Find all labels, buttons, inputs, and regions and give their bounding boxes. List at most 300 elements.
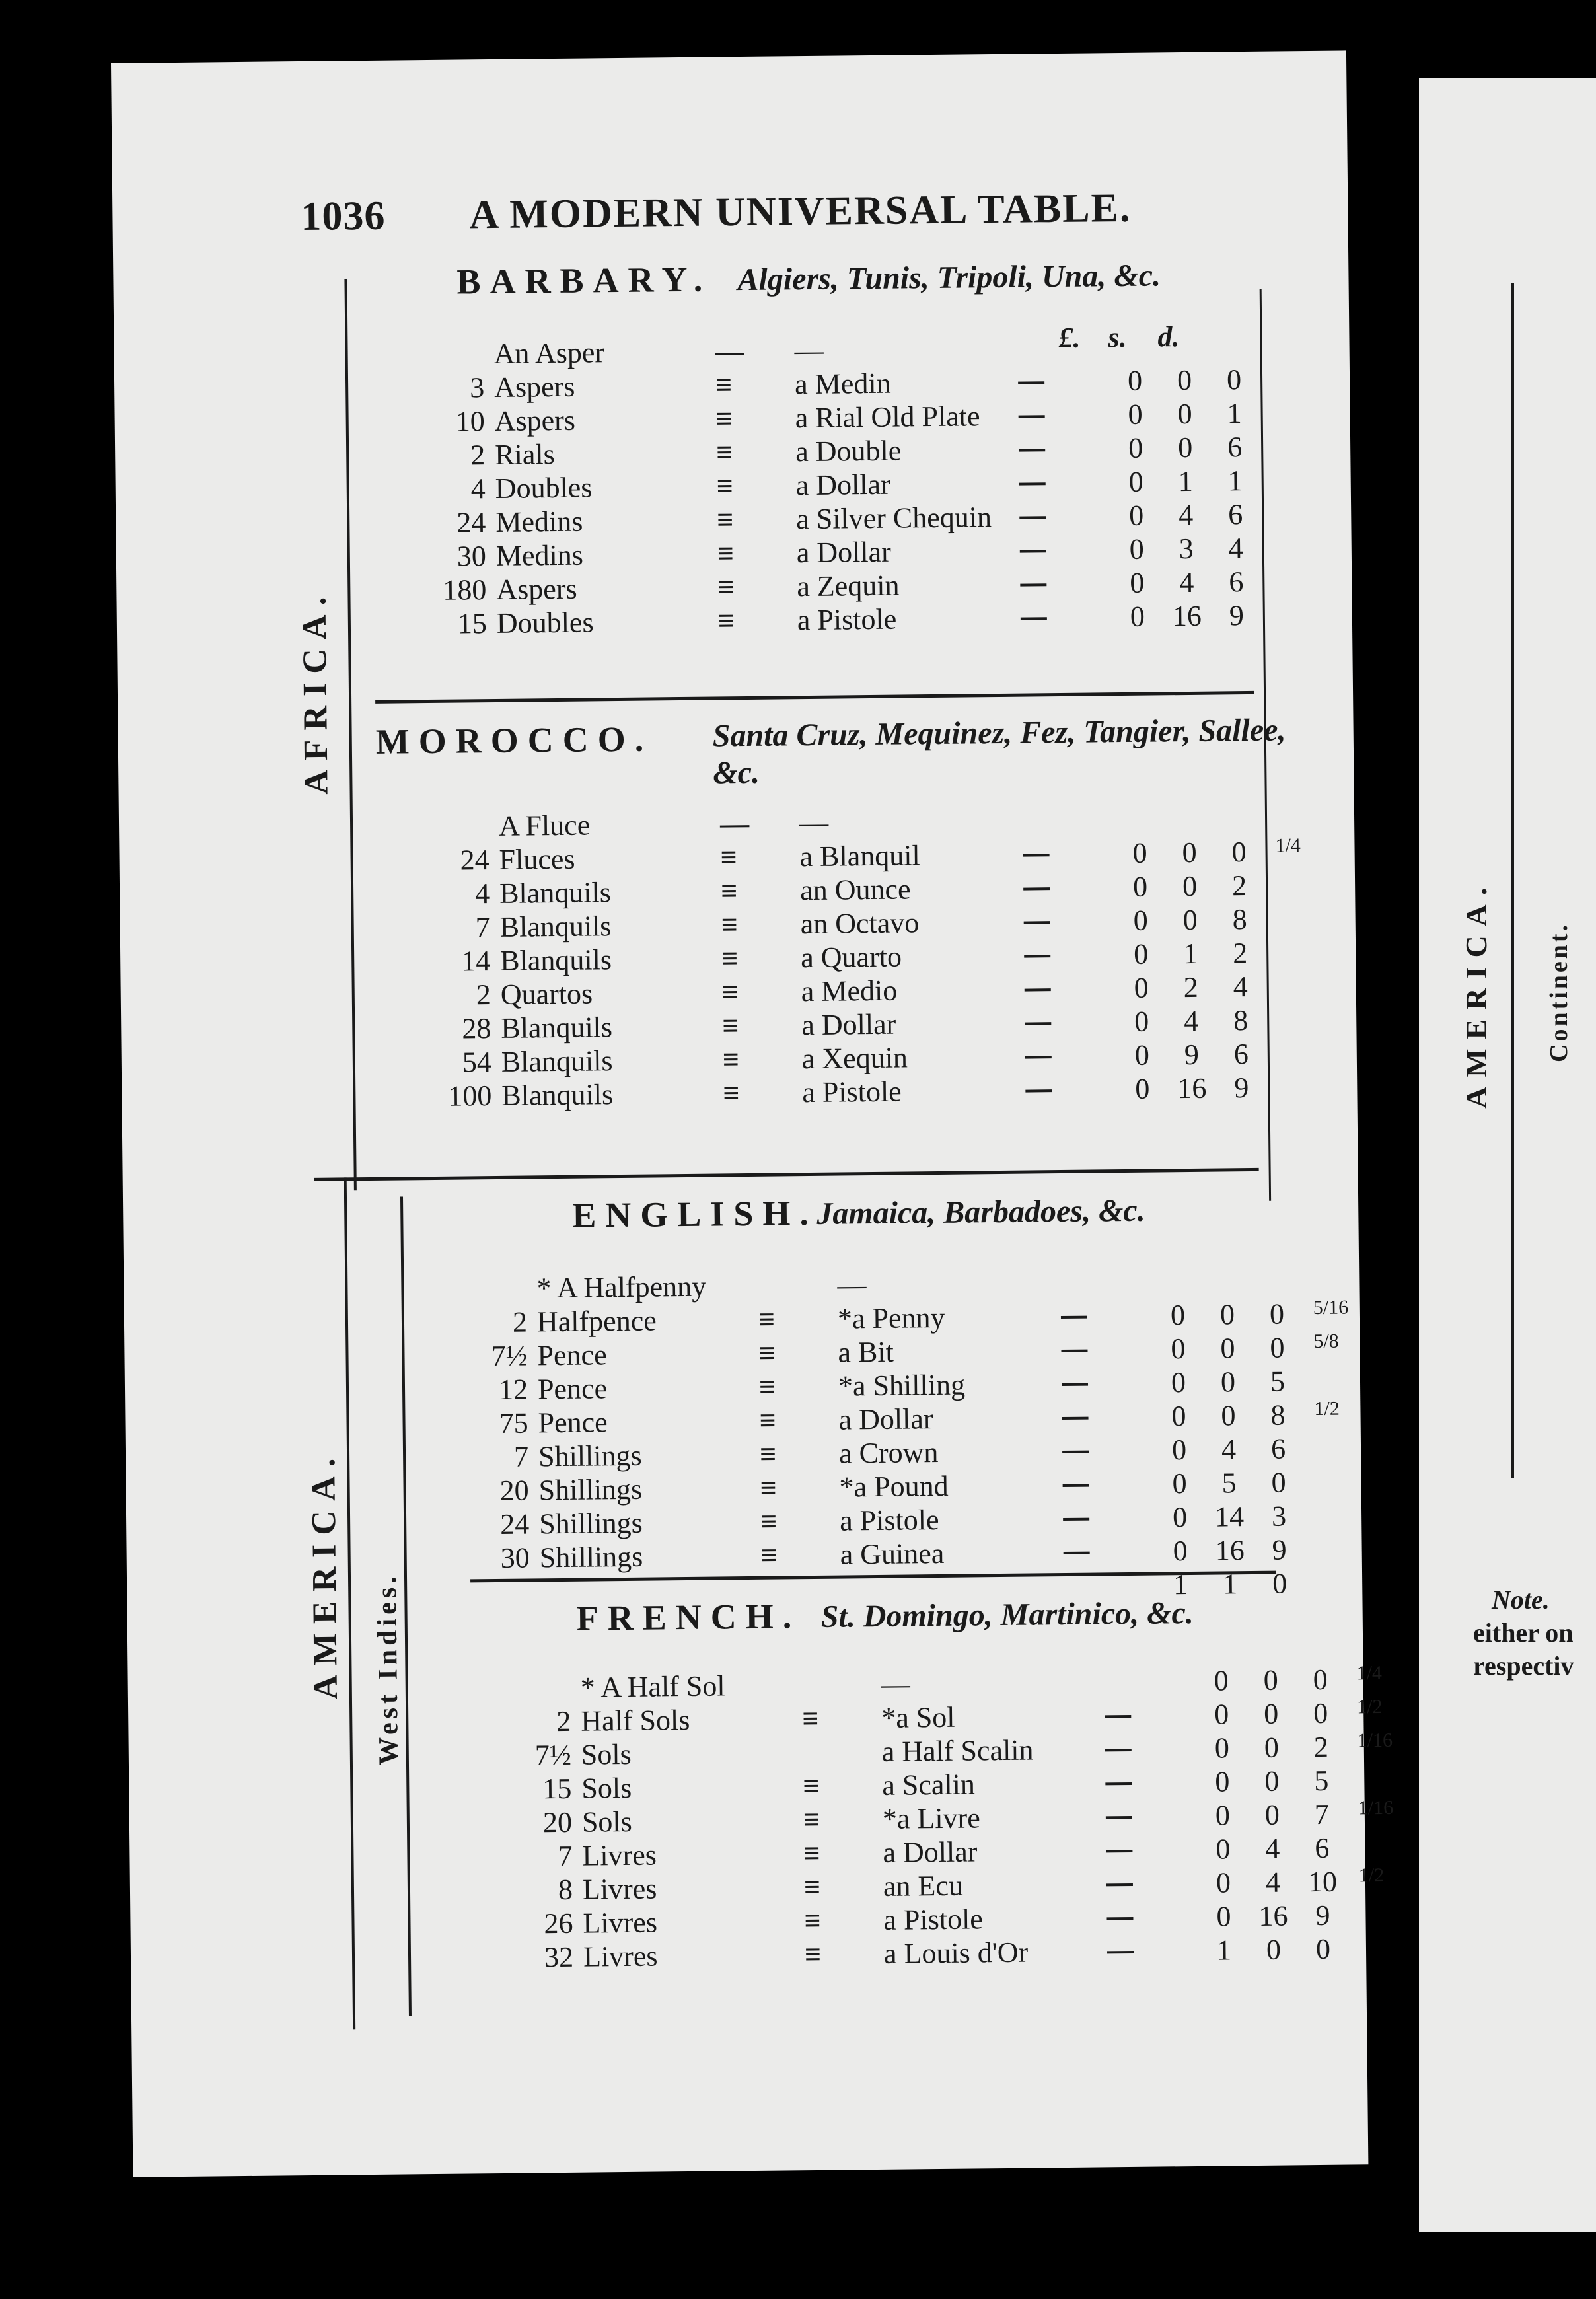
english-dash xyxy=(1062,1417,1089,1420)
english-pence-value: 9 xyxy=(1272,1533,1287,1566)
morocco-equivalent: a Dollar xyxy=(801,1007,896,1042)
barbary-equivalent: — xyxy=(794,334,824,367)
french-unit: Sols xyxy=(581,1805,632,1839)
morocco-fraction-value: 1/4 xyxy=(1275,834,1301,857)
english-pounds-value: 0 xyxy=(1172,1467,1187,1500)
french-fraction-value: 1/2 xyxy=(1358,1864,1385,1887)
barbary-unit: Doubles xyxy=(496,606,594,639)
morocco-pounds-value: 0 xyxy=(1135,1072,1150,1105)
french-count: 7 xyxy=(558,1839,573,1873)
french-dash xyxy=(1105,1749,1132,1751)
barbary-count: 3 xyxy=(469,371,485,404)
french-equivalent: a Louis d'Or xyxy=(883,1936,1029,1970)
english-unit: Pence xyxy=(537,1338,607,1372)
morocco-equivalent: a Quarto xyxy=(800,940,902,974)
facing-bracket xyxy=(1511,283,1514,1478)
morocco-equivalent: a Pistole xyxy=(802,1075,902,1109)
english-dash xyxy=(1064,1552,1090,1554)
barbary-pounds-value: 0 xyxy=(1128,431,1143,464)
french-unit: Livres xyxy=(582,1839,657,1872)
english-count: 2 xyxy=(512,1305,528,1338)
barbary-equivalent: a Dollar xyxy=(795,468,890,502)
barbary-count: 2 xyxy=(470,439,486,472)
barbary-title: BARBARY. xyxy=(456,259,712,302)
english-pounds-value: 0 xyxy=(1170,1299,1186,1332)
col-pounds: £. xyxy=(1058,321,1081,355)
barbary-dash xyxy=(1019,449,1045,451)
morocco-equals-sign: ≡ xyxy=(720,841,737,874)
morocco-unit: Blanquils xyxy=(499,876,612,910)
barbary-pence-value: 1 xyxy=(1227,397,1242,430)
barbary-equals-sign: ≡ xyxy=(715,369,733,402)
morocco-pence-value xyxy=(1219,801,1258,802)
english-equivalent: *a Pound xyxy=(839,1469,949,1504)
english-unit: Pence xyxy=(537,1372,608,1406)
morocco-pence-value: 6 xyxy=(1233,1038,1249,1071)
french-pence-value: 2 xyxy=(1313,1730,1329,1764)
english-shillings-value: 5 xyxy=(1221,1467,1237,1500)
morocco-dash xyxy=(1024,955,1050,957)
english-pence-value: 0 xyxy=(1272,1567,1288,1600)
morocco-dash xyxy=(1023,887,1050,890)
america-bracket xyxy=(344,1177,356,2029)
morocco-pounds-value: 0 xyxy=(1134,1039,1150,1072)
english-equivalent: a Dollar xyxy=(838,1403,933,1436)
morocco-equals-sign: ≡ xyxy=(722,1043,740,1076)
morocco-equals-sign: ≡ xyxy=(720,875,738,908)
english-unit: Shillings xyxy=(538,1506,643,1541)
french-count: 2 xyxy=(556,1704,571,1738)
morocco-count: 100 xyxy=(448,1079,492,1113)
english-shillings-value: 16 xyxy=(1215,1534,1245,1567)
barbary-unit: Doubles xyxy=(495,471,593,505)
barbary-unit: Medins xyxy=(495,538,584,572)
barbary-equivalent: a Rial Old Plate xyxy=(795,400,980,435)
french-shillings-value: 0 xyxy=(1263,1663,1278,1697)
col-pence: d. xyxy=(1157,320,1180,353)
facing-note-line2: respectiv xyxy=(1473,1651,1574,1681)
french-shillings-value: 16 xyxy=(1258,1899,1288,1932)
barbary-equals-sign: — xyxy=(715,334,744,368)
english-fraction-value: 5/8 xyxy=(1313,1330,1339,1353)
morocco-pence-value: 2 xyxy=(1232,937,1248,970)
french-shillings-value: 4 xyxy=(1265,1832,1280,1865)
english-dash xyxy=(1062,1383,1088,1386)
barbary-equivalent: a Double xyxy=(795,434,902,468)
facing-page xyxy=(1419,78,1596,2232)
morocco-shillings-value: 0 xyxy=(1182,903,1198,937)
english-equivalent: a Guinea xyxy=(840,1537,945,1571)
french-count: 7½ xyxy=(534,1738,572,1772)
english-equals-sign: ≡ xyxy=(760,1539,778,1572)
english-pence-value: 5 xyxy=(1270,1365,1286,1398)
morocco-pounds-value: 0 xyxy=(1134,1005,1149,1038)
morocco-equals-sign: — xyxy=(719,807,750,840)
barbary-unit: Aspers xyxy=(493,370,575,404)
french-shillings-value: 4 xyxy=(1265,1866,1281,1899)
morocco-dash xyxy=(1024,921,1050,924)
barbary-pence-value: 6 xyxy=(1229,566,1244,599)
barbary-equals-sign: ≡ xyxy=(716,470,734,503)
book-page xyxy=(111,50,1394,2177)
morocco-count: 24 xyxy=(460,844,490,877)
french-pence-value: 0 xyxy=(1313,1663,1328,1697)
french-pence-value: 6 xyxy=(1315,1831,1330,1865)
barbary-places: Algiers, Tunis, Tripoli, Una, &c. xyxy=(737,258,1161,298)
barbary-pounds-value: 0 xyxy=(1127,364,1143,397)
morocco-dash xyxy=(1023,854,1050,856)
french-pence-value: 7 xyxy=(1314,1798,1330,1831)
french-title: FRENCH. xyxy=(576,1596,801,1638)
morocco-pounds-value: 0 xyxy=(1132,870,1148,903)
english-equals-sign: ≡ xyxy=(759,1404,776,1437)
french-pounds-value: 1 xyxy=(1216,1934,1232,1967)
barbary-equals-sign: ≡ xyxy=(717,604,735,638)
barbary-dash xyxy=(1018,381,1044,384)
french-equivalent: *a Livre xyxy=(882,1802,980,1835)
english-count: 12 xyxy=(498,1373,528,1406)
english-shillings-value: 0 xyxy=(1219,1298,1235,1331)
barbary-pounds-value: 0 xyxy=(1130,600,1145,633)
english-dash xyxy=(1063,1484,1089,1487)
english-pence-value: 6 xyxy=(1270,1432,1286,1465)
french-unit: Half Sols xyxy=(581,1703,690,1737)
barbary-shillings-value: 3 xyxy=(1179,532,1194,566)
english-pounds-value: 0 xyxy=(1172,1501,1188,1534)
barbary-count: 4 xyxy=(470,472,486,505)
english-shillings-value: 0 xyxy=(1221,1399,1236,1432)
french-equivalent: a Pistole xyxy=(883,1903,984,1936)
english-count: 75 xyxy=(499,1406,528,1440)
french-count: 8 xyxy=(558,1873,573,1907)
french-fraction-value: 1/4 xyxy=(1356,1661,1383,1685)
barbary-rule xyxy=(375,691,1254,704)
french-pounds-value: 0 xyxy=(1215,1799,1231,1832)
english-equals-sign: ≡ xyxy=(758,1370,776,1403)
facing-america-label: AMERICA. xyxy=(1459,878,1493,1109)
french-unit: Sols xyxy=(581,1737,632,1771)
morocco-shillings-value: 2 xyxy=(1183,970,1198,1004)
facing-continent-label: Continent. xyxy=(1545,922,1573,1062)
barbary-dash xyxy=(1020,550,1046,552)
english-unit: Halfpence xyxy=(536,1304,657,1338)
barbary-shillings-value: 0 xyxy=(1177,363,1192,397)
english-pence-value: 0 xyxy=(1271,1466,1286,1499)
french-pounds-value: 0 xyxy=(1214,1664,1229,1697)
french-dash xyxy=(1106,1850,1132,1852)
english-equivalent: a Bit xyxy=(838,1335,894,1369)
french-unit: * A Half Sol xyxy=(580,1669,725,1704)
english-count: 20 xyxy=(499,1474,529,1507)
english-pounds-value xyxy=(1161,1264,1194,1265)
morocco-equals-sign: ≡ xyxy=(721,942,739,975)
french-count: 32 xyxy=(544,1940,574,1974)
french-unit: Livres xyxy=(583,1906,658,1940)
barbary-equals-sign: ≡ xyxy=(717,571,735,604)
french-count: 20 xyxy=(542,1806,573,1839)
morocco-count: 4 xyxy=(474,877,490,910)
french-equivalent: a Half Scalin xyxy=(881,1733,1034,1768)
english-dash xyxy=(1061,1316,1087,1319)
barbary-dash xyxy=(1019,516,1046,519)
barbary-count xyxy=(332,337,484,338)
french-count: 15 xyxy=(542,1772,572,1806)
barbary-unit: Aspers xyxy=(496,572,577,606)
morocco-dash xyxy=(1025,988,1051,991)
morocco-count: 28 xyxy=(462,1012,491,1045)
french-places: St. Domingo, Martinico, &c. xyxy=(820,1595,1194,1634)
english-pence-value: 0 xyxy=(1269,1297,1285,1331)
morocco-equals-sign: ≡ xyxy=(721,908,739,941)
english-shillings-value: 4 xyxy=(1221,1433,1237,1466)
barbary-shillings-value: 4 xyxy=(1178,498,1194,532)
french-pence-value: 5 xyxy=(1314,1764,1329,1798)
morocco-pounds-value: 0 xyxy=(1133,937,1149,970)
barbary-pence-value xyxy=(1214,329,1253,330)
morocco-unit: Blanquils xyxy=(500,943,612,977)
barbary-equivalent: a Zequin xyxy=(797,569,900,603)
morocco-unit: Fluces xyxy=(499,842,575,876)
french-pounds-value: 0 xyxy=(1215,1765,1230,1798)
morocco-equals-sign: ≡ xyxy=(722,1009,739,1042)
english-title: ENGLISH. xyxy=(571,1192,818,1235)
africa-label: AFRICA. xyxy=(295,587,336,795)
morocco-unit: A Fluce xyxy=(498,809,591,842)
morocco-count: 7 xyxy=(475,911,490,944)
morocco-pounds-value: 0 xyxy=(1132,836,1147,869)
english-pounds-value: 0 xyxy=(1171,1434,1187,1467)
morocco-pence-value: 4 xyxy=(1233,970,1248,1004)
barbary-pounds-value: 0 xyxy=(1128,499,1144,532)
barbary-equivalent: a Silver Chequin xyxy=(796,501,992,536)
french-count xyxy=(419,1671,571,1672)
english-unit: Shillings xyxy=(538,1473,643,1507)
morocco-pounds-value: 0 xyxy=(1134,971,1149,1004)
french-fraction-value: 1/2 xyxy=(1356,1695,1383,1718)
morocco-equivalent: a Xequin xyxy=(801,1041,908,1076)
english-equals-sign: ≡ xyxy=(759,1438,777,1471)
page-title: A MODERN UNIVERSAL TABLE. xyxy=(469,185,1132,238)
french-dash xyxy=(1106,1883,1133,1886)
english-unit: Shillings xyxy=(539,1540,643,1574)
french-pounds-value: 0 xyxy=(1215,1833,1231,1866)
barbary-count: 15 xyxy=(457,607,488,640)
english-count: 24 xyxy=(499,1508,530,1541)
english-dash xyxy=(1061,1350,1087,1352)
morocco-pence-value: 2 xyxy=(1231,869,1247,902)
english-pounds-value: 0 xyxy=(1171,1366,1186,1399)
english-equivalent: a Crown xyxy=(838,1436,939,1470)
english-pence-value: 8 xyxy=(1270,1399,1286,1432)
morocco-equivalent: a Blanquil xyxy=(799,839,920,873)
morocco-equals-sign: ≡ xyxy=(721,976,739,1009)
french-unit: Sols xyxy=(581,1771,632,1805)
facing-note-line1: either on xyxy=(1473,1618,1574,1648)
english-fraction-value: 1/2 xyxy=(1314,1397,1340,1420)
english-dash xyxy=(1062,1451,1089,1453)
barbary-pounds-value: 0 xyxy=(1130,566,1145,599)
morocco-pounds-value xyxy=(1123,802,1156,803)
english-equivalent: *a Penny xyxy=(837,1301,945,1335)
french-pounds-value: 0 xyxy=(1214,1698,1229,1731)
morocco-pence-value: 8 xyxy=(1232,903,1247,936)
english-equals-sign: ≡ xyxy=(760,1471,777,1504)
barbary-equivalent: a Medin xyxy=(794,367,891,401)
barbary-count: 24 xyxy=(456,506,486,539)
morocco-unit: Blanquils xyxy=(501,1011,613,1044)
french-shillings-value: 0 xyxy=(1264,1765,1280,1798)
english-equivalent: a Pistole xyxy=(839,1503,939,1537)
morocco-count: 2 xyxy=(476,978,491,1011)
french-pounds-value: 0 xyxy=(1215,1866,1231,1899)
french-pence-value: 10 xyxy=(1307,1865,1338,1899)
morocco-unit: Blanquils xyxy=(501,1044,613,1078)
french-fraction-value: 1/16 xyxy=(1358,1796,1394,1819)
english-unit: Shillings xyxy=(538,1439,642,1473)
french-equals-sign: ≡ xyxy=(804,1904,821,1938)
english-count: 7½ xyxy=(491,1339,528,1373)
french-fraction-value: 1/16 xyxy=(1357,1729,1393,1752)
english-shillings-value: 14 xyxy=(1214,1500,1245,1533)
barbary-equals-sign: ≡ xyxy=(717,537,735,570)
english-pounds-value: 0 xyxy=(1171,1332,1186,1366)
english-count: 7 xyxy=(513,1440,529,1473)
english-count: 30 xyxy=(500,1541,530,1574)
morocco-title: MOROCCO. xyxy=(375,719,653,762)
morocco-count: 54 xyxy=(462,1046,492,1079)
morocco-places: Santa Cruz, Mequinez, Fez, Tangier, Sallee, &c. xyxy=(712,712,1286,791)
barbary-shillings-value: 4 xyxy=(1179,566,1194,599)
barbary-pence-value: 6 xyxy=(1227,498,1243,531)
french-pounds-value: 0 xyxy=(1214,1732,1230,1765)
morocco-pounds-value: 0 xyxy=(1133,904,1148,937)
french-pounds-value: 0 xyxy=(1216,1900,1231,1933)
french-equals-sign: ≡ xyxy=(803,1870,821,1904)
english-equals-sign: ≡ xyxy=(758,1336,776,1369)
french-pence-value: 0 xyxy=(1313,1697,1328,1730)
english-fraction-value: 5/16 xyxy=(1313,1296,1349,1319)
morocco-shillings-value: 9 xyxy=(1184,1038,1200,1072)
french-equivalent: a Dollar xyxy=(883,1835,978,1869)
english-unit: Pence xyxy=(538,1406,608,1440)
barbary-pence-value: 4 xyxy=(1228,532,1244,565)
morocco-dash xyxy=(1025,1089,1052,1092)
barbary-pounds-value xyxy=(1118,330,1151,331)
barbary-unit: An Asper xyxy=(493,336,605,370)
barbary-shillings-value: 0 xyxy=(1177,431,1193,464)
barbary-shillings-value: 16 xyxy=(1172,599,1202,633)
morocco-unit: Blanquils xyxy=(499,910,612,943)
col-shillings: s. xyxy=(1108,320,1127,354)
english-equals-sign: ≡ xyxy=(758,1303,776,1336)
english-pounds-value: 1 xyxy=(1173,1568,1188,1601)
barbary-dash xyxy=(1021,617,1047,620)
english-dash xyxy=(1063,1518,1089,1521)
barbary-unit: Rials xyxy=(494,438,555,471)
america-label: AMERICA. xyxy=(304,1449,345,1700)
morocco-pence-value: 9 xyxy=(1234,1072,1249,1105)
morocco-pence-value: 0 xyxy=(1231,836,1247,869)
morocco-unit: Blanquils xyxy=(501,1078,614,1112)
barbary-shillings-value: 0 xyxy=(1177,397,1192,431)
barbary-pence-value: 1 xyxy=(1227,464,1243,497)
morocco-equivalent: an Octavo xyxy=(800,906,920,941)
french-dash xyxy=(1105,1782,1132,1785)
morocco-dash xyxy=(1025,1022,1051,1025)
barbary-equals-sign: ≡ xyxy=(717,503,734,536)
morocco-count xyxy=(337,809,489,811)
english-equals-sign: ≡ xyxy=(760,1505,778,1538)
french-dash xyxy=(1106,1816,1132,1819)
french-count: 26 xyxy=(544,1907,573,1940)
page-number: 1036 xyxy=(301,193,386,240)
english-shillings-value: 1 xyxy=(1222,1568,1238,1601)
barbary-equivalent: a Pistole xyxy=(797,602,897,637)
morocco-pence-value: 8 xyxy=(1233,1004,1249,1037)
english-equivalent: — xyxy=(837,1268,867,1301)
morocco-unit: Quartos xyxy=(500,977,593,1011)
barbary-count: 10 xyxy=(455,405,485,438)
barbary-pounds-value: 0 xyxy=(1128,465,1143,498)
morocco-shillings-value: 4 xyxy=(1184,1004,1199,1038)
french-dash xyxy=(1106,1917,1133,1920)
french-equivalent: a Scalin xyxy=(882,1768,976,1802)
french-shillings-value: 0 xyxy=(1266,1933,1282,1966)
french-equals-sign: ≡ xyxy=(804,1938,822,1971)
french-unit: Livres xyxy=(582,1872,657,1906)
french-equals-sign: ≡ xyxy=(803,1803,820,1837)
english-shillings-value: 0 xyxy=(1220,1332,1235,1365)
morocco-dash xyxy=(1025,1056,1052,1058)
french-shillings-value: 0 xyxy=(1264,1731,1280,1764)
french-shillings-value: 0 xyxy=(1264,1697,1279,1730)
english-pence-value: 3 xyxy=(1271,1500,1287,1533)
barbary-equivalent: a Dollar xyxy=(796,535,891,569)
morocco-shillings-value: 0 xyxy=(1182,869,1198,903)
morocco-equivalent: an Ounce xyxy=(799,873,911,907)
french-pence-value: 9 xyxy=(1315,1899,1330,1932)
barbary-equals-sign: ≡ xyxy=(715,436,733,469)
english-pounds-value: 0 xyxy=(1173,1535,1188,1568)
english-unit: * A Halfpenny xyxy=(536,1270,707,1305)
morocco-shillings-value: 16 xyxy=(1177,1072,1207,1105)
barbary-pounds-value: 0 xyxy=(1128,398,1143,431)
barbary-pence-value: 0 xyxy=(1226,363,1242,396)
barbary-count: 180 xyxy=(443,573,487,606)
barbary-pence-value: 9 xyxy=(1229,599,1245,632)
english-pence-value: 0 xyxy=(1270,1331,1285,1364)
west-indies-label: West Indies. xyxy=(371,1572,404,1765)
morocco-shillings-value: 0 xyxy=(1182,836,1197,869)
french-pence-value: 0 xyxy=(1315,1932,1331,1966)
barbary-dash xyxy=(1019,482,1046,485)
french-equivalent: *a Sol xyxy=(881,1700,955,1734)
french-shillings-value: 0 xyxy=(1264,1798,1280,1831)
morocco-shillings-value xyxy=(1169,802,1209,803)
english-places: Jamaica, Barbadoes, &c. xyxy=(816,1192,1145,1231)
english-pence-value xyxy=(1256,1263,1296,1264)
french-equivalent: — xyxy=(881,1667,911,1700)
english-count xyxy=(375,1272,526,1273)
morocco-shillings-value: 1 xyxy=(1182,937,1198,970)
morocco-count: 14 xyxy=(461,945,491,978)
barbary-shillings-value: 1 xyxy=(1178,464,1193,498)
barbary-count: 30 xyxy=(456,540,487,573)
barbary-equals-sign: ≡ xyxy=(715,402,733,435)
barbary-unit: Medins xyxy=(495,505,583,538)
french-equals-sign: ≡ xyxy=(802,1702,819,1735)
morocco-rule xyxy=(314,1168,1259,1181)
